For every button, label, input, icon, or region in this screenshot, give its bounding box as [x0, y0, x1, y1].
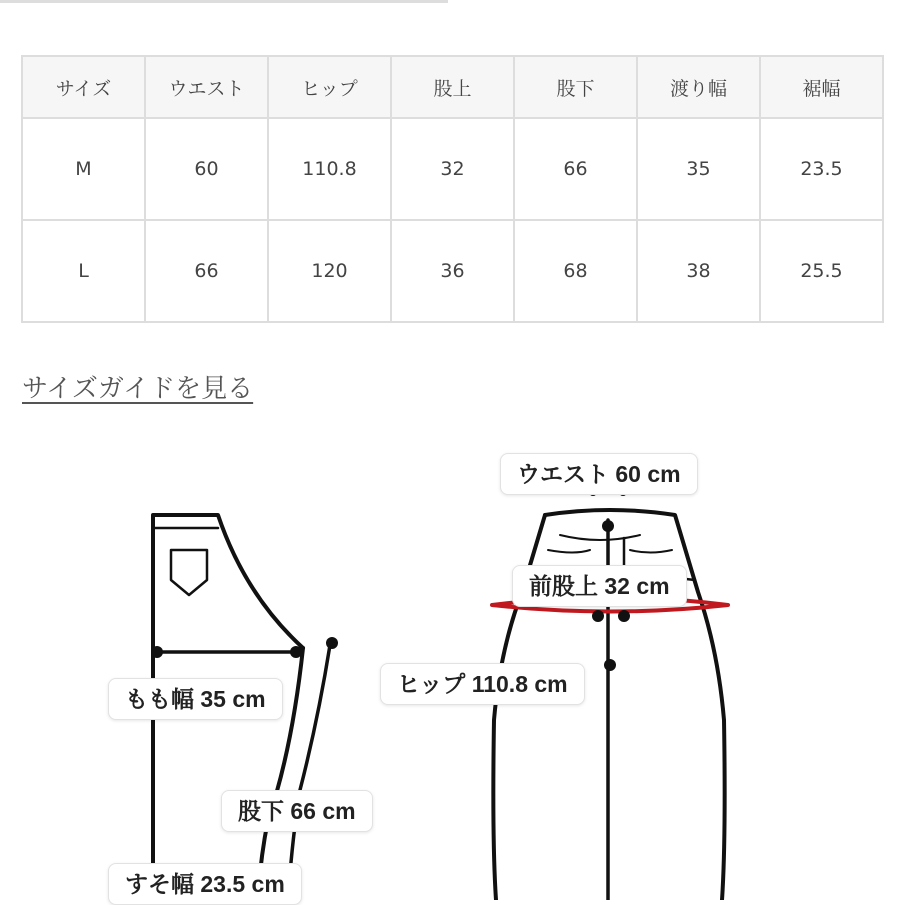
table-cell: 66: [145, 220, 268, 322]
back-pocket: [171, 550, 207, 595]
header-hip: ヒップ: [268, 56, 391, 118]
size-guide-link[interactable]: サイズガイドを見る: [22, 374, 254, 404]
table-cell: 35: [637, 118, 760, 220]
table-cell: 120: [268, 220, 391, 322]
table-header-row: [22, 56, 883, 118]
waistband-stitch: [560, 535, 640, 540]
table-cell: 32: [391, 118, 514, 220]
inseam-label: 股下 66 cm: [221, 790, 373, 832]
front-rise-label: 前股上 32 cm: [512, 565, 687, 607]
table-cell: 23.5: [760, 118, 883, 220]
table-cell: 66: [514, 118, 637, 220]
table-row: [22, 220, 883, 322]
pants-measurement-diagram: [0, 420, 900, 900]
front-pocket-right: [630, 550, 672, 553]
table-cell: 110.8: [268, 118, 391, 220]
header-waist: ウエスト: [145, 56, 268, 118]
table-cell: 25.5: [760, 220, 883, 322]
header-rise: 股上: [391, 56, 514, 118]
table-cell: L: [22, 220, 145, 322]
header-thigh-width: 渡り幅: [637, 56, 760, 118]
header-size: サイズ: [22, 56, 145, 118]
waist-label: ウエスト 60 cm: [500, 453, 698, 495]
size-table: [21, 55, 884, 323]
front-pocket-left: [548, 550, 590, 553]
table-cell: M: [22, 118, 145, 220]
hip-label: ヒップ 110.8 cm: [380, 663, 585, 705]
hem-width-label: すそ幅 23.5 cm: [108, 863, 302, 905]
table-cell: 36: [391, 220, 514, 322]
table-cell: 38: [637, 220, 760, 322]
header-hem-width: 裾幅: [760, 56, 883, 118]
table-row: [22, 118, 883, 220]
thigh-width-label: もも幅 35 cm: [108, 678, 283, 720]
table-cell: 68: [514, 220, 637, 322]
table-cell: 60: [145, 118, 268, 220]
header-inseam: 股下: [514, 56, 637, 118]
top-divider: [0, 0, 448, 3]
